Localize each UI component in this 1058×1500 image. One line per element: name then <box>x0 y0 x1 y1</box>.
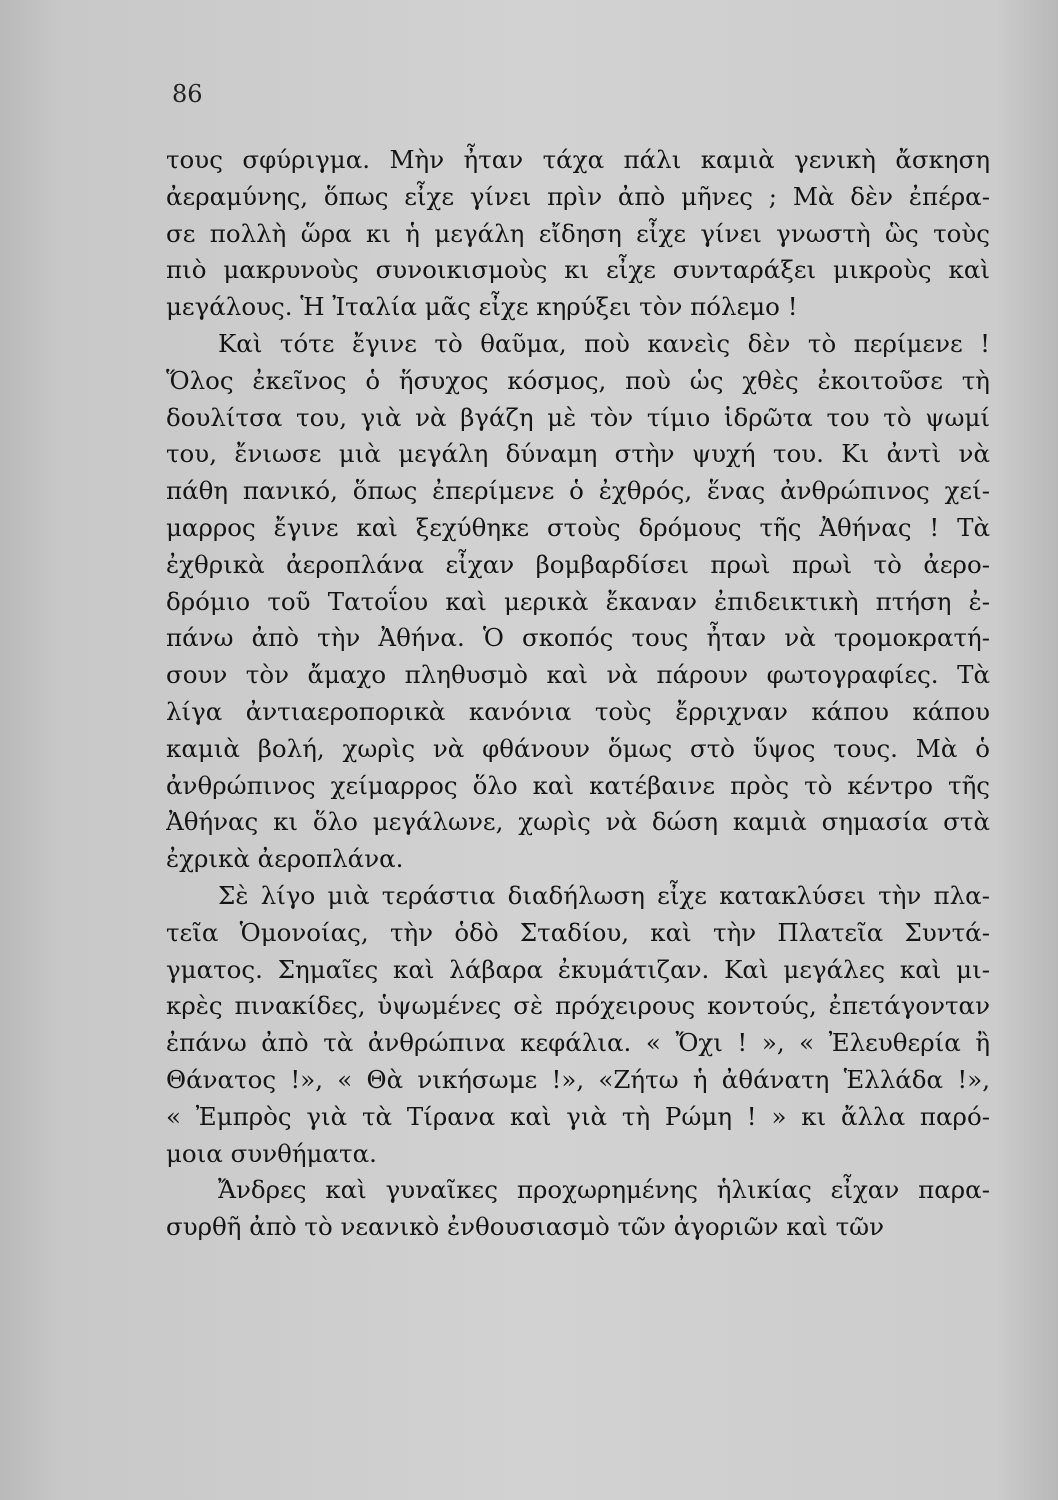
text-line: γματος. Σημαῖες καὶ λάβαρα ἐκυμάτιζαν. Καὶ μεγάλες καὶ μι- <box>166 954 990 984</box>
text-line: συρθῆ ἀπὸ τὸ νεανικὸ ἐνθουσιασμὸ τῶν ἀγοριῶν καὶ τῶν <box>166 1212 884 1242</box>
text-line: σουν τὸν ἄμαχο πληθυσμὸ καὶ νὰ πάρουν φωτογραφίες. Τὰ <box>166 660 990 690</box>
paragraph <box>166 878 990 1172</box>
text-line: ἀνθρώπινος χείμαρρος ὅλο καὶ κατέβαινε πρὸς τὸ κέντρο τῆς <box>166 770 990 800</box>
text-line: σε πολλὴ ὥρα κι ἡ μεγάλη εἴδηση εἶχε γίνει γνωστὴ ὣς τοὺς <box>166 218 990 248</box>
text-line: πάνω ἀπὸ τὴν Ἀθήνα. Ὁ σκοπός τους ἦταν νὰ τρομοκρατή- <box>166 623 990 653</box>
paragraph <box>166 1172 990 1246</box>
text-line: μεγάλους. Ἡ Ἰταλία μᾶς εἶχε κηρύξει τὸν πόλεμο ! <box>166 292 798 322</box>
text-line: ἐχρικὰ ἀεροπλάνα. <box>166 844 404 874</box>
text-line: ἐχθρικὰ ἀεροπλάνα εἶχαν βομβαρδίσει πρωὶ πρωὶ τὸ ἀερο- <box>166 549 990 579</box>
text-line: ἀεραμύνης, ὅπως εἶχε γίνει πρὶν ἀπὸ μῆνες ; Μὰ δὲν ἐπέρα- <box>166 181 990 211</box>
text-line: μαρρος ἔγινε καὶ ξεχύθηκε στοὺς δρόμους τῆς Ἀθήνας ! Τὰ <box>166 512 990 542</box>
text-line: πιὸ μακρυνοὺς συνοικισμοὺς κι εἶχε συνταράξει μικροὺς καὶ <box>166 255 990 285</box>
text-line: κρὲς πινακίδες, ὑψωμένες σὲ πρόχειρους κοντούς, ἐπετάγονταν <box>166 991 990 1021</box>
paragraph <box>166 142 990 326</box>
text-line: Ἀθήνας κι ὅλο μεγάλωνε, χωρὶς νὰ δώση καμιὰ σημασία στὰ <box>166 807 990 837</box>
text-line: του, ἔνιωσε μιὰ μεγάλη δύναμη στὴν ψυχή του. Κι ἀντὶ νὰ <box>166 439 990 469</box>
text-line: « Ἐμπρὸς γιὰ τὰ Τίρανα καὶ γιὰ τὴ Ρώμη ! » κι ἄλλα παρό- <box>166 1101 990 1131</box>
text-line: Καὶ τότε ἔγινε τὸ θαῦμα, ποὺ κανεὶς δὲν τὸ περίμενε ! <box>218 328 990 358</box>
body-text <box>166 142 990 1246</box>
text-line: Ἄνδρες καὶ γυναῖκες προχωρημένης ἡλικίας εἶχαν παρα- <box>218 1175 990 1205</box>
page-number: 86 <box>172 80 203 108</box>
text-line: δρόμιο τοῦ Τατοΐου καὶ μερικὰ ἔκαναν ἐπιδεικτικὴ πτήση ἐ- <box>166 586 990 616</box>
text-line: καμιὰ βολή, χωρὶς νὰ φθάνουν ὅμως στὸ ὕψος τους. Μὰ ὁ <box>166 733 990 763</box>
text-line: ἐπάνω ἀπὸ τὰ ἀνθρώπινα κεφάλια. « Ὄχι ! », « Ἐλευθερία ἢ <box>166 1028 990 1058</box>
text-line: Θάνατος !», « Θὰ νικήσωμε !», «Ζήτω ἡ ἀθάνατη Ἑλλάδα !», <box>166 1064 990 1094</box>
text-line: δουλίτσα του, γιὰ νὰ βγάζη μὲ τὸν τίμιο ἱδρῶτα του τὸ ψωμί <box>166 402 990 432</box>
text-line: πάθη πανικό, ὅπως ἐπερίμενε ὁ ἐχθρός, ἕνας ἀνθρώπινος χεί- <box>166 476 990 506</box>
text-line: τεῖα Ὁμονοίας, τὴν ὁδὸ Σταδίου, καὶ τὴν Πλατεῖα Συντά- <box>166 917 990 947</box>
text-line: Σὲ λίγο μιὰ τεράστια διαδήλωση εἶχε κατακλύσει τὴν πλα- <box>218 880 990 910</box>
text-line: τους σφύριγμα. Μὴν ἦταν τάχα πάλι καμιὰ γενικὴ ἄσκηση <box>166 145 990 174</box>
text-line: Ὅλος ἐκεῖνος ὁ ἥσυχος κόσμος, ποὺ ὡς χθὲς ἐκοιτοῦσε τὴ <box>166 365 990 395</box>
paragraph <box>166 326 990 878</box>
text-line: λίγα ἀντιαεροπορικὰ κανόνια τοὺς ἔρριχναν κάπου κάπου <box>166 696 990 726</box>
text-line: μοια συνθήματα. <box>166 1138 377 1168</box>
